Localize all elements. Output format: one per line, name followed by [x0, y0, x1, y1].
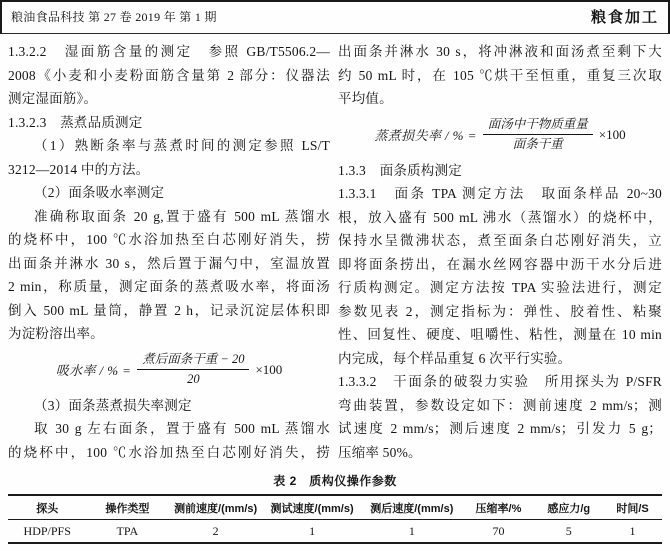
text-line: 测定湿面筋》。 [8, 91, 98, 106]
text-line: 内完成，每个样品重复 6 次平行实验。 [338, 350, 572, 366]
text-line: 压缩率 50%。 [338, 444, 422, 460]
page-header [0, 0, 670, 34]
table-title: 表 2 质构仪操作参数 [273, 474, 397, 488]
text-line: 出面条并淋水 30 s，然后置于漏勺中，室温放置 [8, 255, 330, 271]
formula-lhs: 吸水率 / % = [55, 363, 132, 378]
list-item-heading: （2）面条吸水率测定 [34, 185, 165, 200]
table-header-row [8, 495, 662, 520]
text-line: 3212—2014 中的方法。 [8, 161, 150, 177]
text-line: 参数见表 2，测定指标为：弹性、胶着性、粘聚 [338, 303, 662, 319]
table-header-cell: 探头 [8, 495, 86, 520]
table-header-cell: 压缩率/% [463, 495, 535, 520]
section-heading: 1.3.3.2 干面条的破裂力实验 所用探头为 P/SFR [338, 374, 662, 389]
text-line: 根，放入盛有 500 mL 沸水（蒸馏水）的烧杯中， [338, 209, 662, 225]
parameters-table [8, 494, 662, 544]
text-line: 的烧杯中，100 ℃水浴加热至白芯刚好消失，捞 [8, 232, 330, 247]
left-column [8, 40, 330, 464]
formula-multiplier: ×100 [255, 361, 283, 377]
cooking-loss-formula [338, 111, 662, 159]
text-line: 性、回复性、硬度、咀嚼性、粘性，测量在 10 min [338, 327, 662, 342]
text-line: 出面条并淋水 30 s，将冲淋液和面汤煮至剩下大 [338, 44, 662, 59]
text-line: 即将面条捞出，在漏水丝网容器中沥干水分后进 [338, 256, 662, 272]
text-line: 弯曲装置，参数设定如下：测前速度 2 mm/s；测 [338, 397, 662, 413]
text-line: 1.3.2.2 湿面筋含量的测定 参照 GB/T5506.2— [8, 44, 330, 59]
table-header-cell: 测后速度/(mm/s) [361, 495, 462, 520]
table-cell: 2 [212, 524, 219, 538]
table-cell: HDP/PFS [23, 524, 71, 538]
parameters-table-section [8, 472, 662, 544]
text-line: 准确称取面条 20 g,置于盛有 500 mL 蒸馏水 [34, 208, 330, 224]
table-cell: 1 [309, 524, 316, 538]
formula-lhs: 蒸煮损失率 / % = [374, 128, 477, 143]
table-header-cell: 测前速度/(mm/s) [168, 495, 263, 520]
text-line: 保持水呈微沸状态，煮至面条白芯刚好消失，立 [338, 233, 662, 248]
text-line: 1.3.3.1 面条 TPA 测定方法 取面条样品 20~30 [338, 186, 662, 201]
formula-numerator: 煮后面条干重 − 20 [137, 351, 249, 370]
formula-fraction [137, 351, 249, 388]
formula-multiplier: ×100 [598, 126, 626, 142]
table-cell: TPA [116, 524, 139, 538]
table-header-cell: 操作类型 [86, 495, 168, 520]
formula-fraction [483, 116, 593, 153]
text-line: （1）熟断条率与蒸煮时间的测定参照 LS/T [34, 138, 330, 153]
journal-info: 粮油食品科技 第 27 卷 2019 年 第 1 期 [11, 10, 217, 24]
section-heading: 1.3.3 面条质构测定 [338, 162, 462, 178]
text-line: 行质构测定。测定方法按 TPA 实验法进行，测定 [338, 280, 662, 295]
table-cell: 1 [408, 524, 415, 538]
table-header-cell: 测试速度/(mm/s) [263, 495, 361, 520]
table-cell: 1 [629, 524, 636, 538]
list-item-heading: （3）面条蒸煮损失率测定 [34, 397, 192, 413]
text-line: 平均值。 [338, 91, 393, 106]
text-line: 2008《小麦和小麦粉面筋含量第 2 部分：仪器法 [8, 67, 330, 83]
table-row [8, 520, 662, 544]
text-line: 试速度 2 mm/s；测后速度 2 mm/s；引发力 5 g； [338, 421, 662, 436]
table-cell: 5 [565, 524, 572, 538]
text-line: 为淀粉溶出率。 [8, 326, 104, 341]
table-cell: 70 [492, 524, 505, 538]
table-header-cell: 时间/S [603, 495, 662, 520]
formula-denominator: 面条干重 [512, 137, 563, 151]
text-line: 倒入 500 mL 量筒，静置 2 h，记录沉淀层体积即 [8, 302, 330, 318]
formula-denominator: 20 [187, 372, 200, 386]
text-line: 取 30 g 左右面条，置于盛有 500 mL 蒸馏水 [34, 421, 330, 436]
water-absorption-formula [8, 346, 330, 394]
text-line: 2 min，称质量，测定面条的蒸煮吸水率，将面汤 [8, 279, 330, 294]
table-header-cell: 感应力/g [534, 495, 603, 520]
text-line: 约 50 mL 时，在 105 ℃烘干至恒重，重复三次取 [338, 67, 662, 83]
text-line: 的烧杯中，100 ℃水浴加热至白芯刚好消失，捞 [8, 444, 330, 460]
right-column [338, 40, 662, 464]
section-heading: 1.3.2.3 蒸煮品质测定 [8, 114, 143, 130]
formula-numerator: 面汤中干物质重量 [483, 116, 593, 135]
section-label: 粮食加工 [590, 9, 659, 26]
